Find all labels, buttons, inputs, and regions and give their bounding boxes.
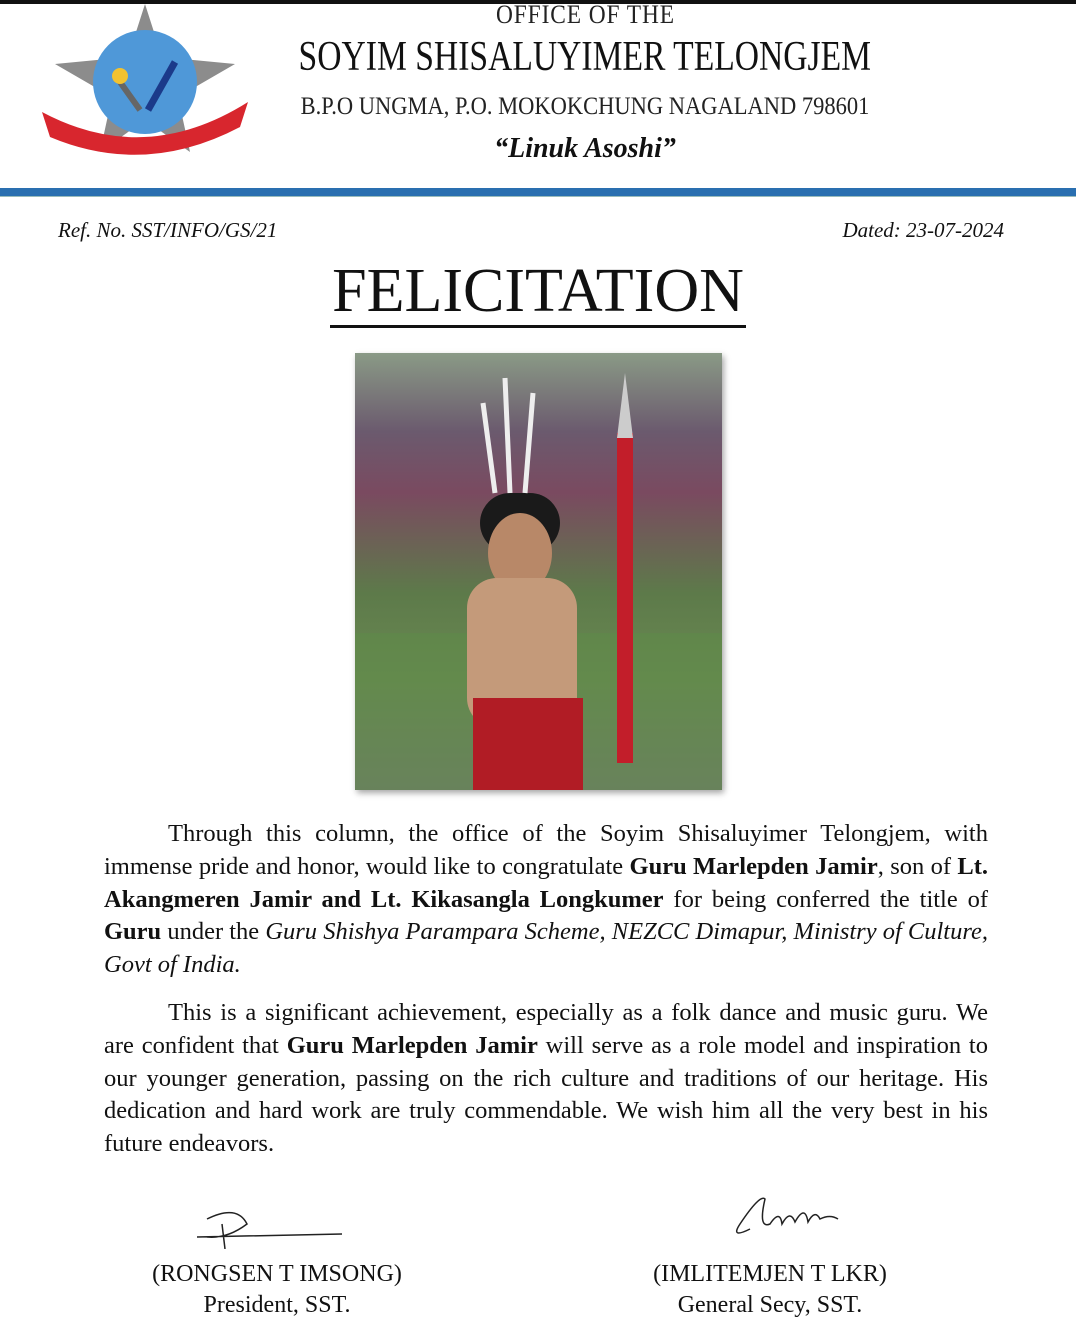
honoree-photo <box>355 353 722 790</box>
organization-address-text: B.P.O UNGMA, P.O. MOKOKCHUNG NAGALAND 798601 <box>300 93 870 120</box>
organization-address <box>205 92 965 122</box>
italic-text: Guru Shishya Parampara Scheme, NEZCC Dimapur, Ministry of Culture, Govt of India. <box>104 918 988 979</box>
office-of-text: OFFICE OF THE <box>495 0 675 29</box>
body-paragraph <box>104 997 988 1161</box>
reference-number: Ref. No. SST/INFO/GS/21 <box>58 218 278 242</box>
bold-text: Guru <box>104 918 162 946</box>
office-of-label <box>205 0 965 30</box>
signatory-general-secretary <box>625 1259 915 1321</box>
signatory-name: (RONGSEN T IMSONG) <box>152 1261 402 1287</box>
body-text: under the <box>161 918 266 946</box>
organization-name <box>205 32 965 82</box>
motto <box>205 132 965 166</box>
title-text: FELICITATION <box>330 257 746 328</box>
signature-general-secretary <box>720 1189 860 1249</box>
organization-name-text: SOYIM SHISALUYIMER TELONGJEM <box>298 34 872 80</box>
body-text: , son of <box>877 852 958 880</box>
body-text: for being conferred the title of <box>663 885 988 913</box>
bold-text: Lt. Akangmeren Jamir and Lt. Kikasangla Longkumer <box>104 852 988 913</box>
body-text: will serve as a role model and inspiration to our younger generation, passing on the rich culture and traditions of our heritage. His dedication and hard work are truly commendable. We wish him all the very best in his future endeavors. <box>104 1031 988 1158</box>
felicitation-body <box>104 818 988 1176</box>
motto-text: “Linuk Asoshi” <box>494 133 676 164</box>
bold-text: Guru Marlepden Jamir <box>286 1031 538 1059</box>
signatory-president <box>127 1259 427 1321</box>
body-text: This is a significant achievement, especially as a folk dance and music guru. We are confident that <box>104 998 988 1059</box>
body-paragraph <box>104 818 988 982</box>
header-divider <box>0 188 1076 197</box>
document-date: Dated: 23-07-2024 <box>842 218 1004 242</box>
signatory-title: President, SST. <box>203 1292 351 1318</box>
signatory-name: (IMLITEMJEN T LKR) <box>653 1261 887 1287</box>
body-text: Through this column, the office of the Soyim Shisaluyimer Telongjem, with immense pride and honor, would like to congratulate <box>104 820 988 880</box>
signature-president <box>187 1209 347 1249</box>
bold-text: Guru Marlepden Jamir <box>629 852 878 880</box>
document-title <box>0 255 1076 327</box>
signatory-title: General Secy, SST. <box>677 1292 863 1318</box>
